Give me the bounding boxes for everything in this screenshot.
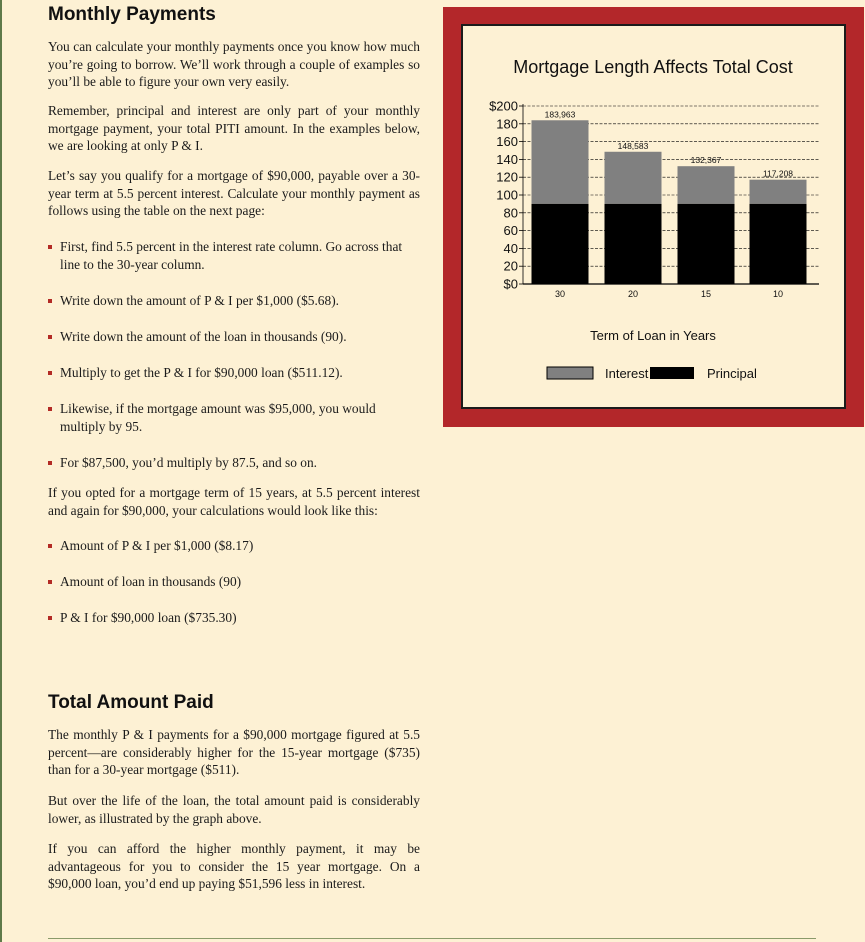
y-tick-label: 80 xyxy=(503,205,518,221)
y-tick-label: $200 xyxy=(489,98,518,114)
section-heading-monthly-payments: Monthly Payments xyxy=(48,4,216,25)
bottom-rule xyxy=(48,938,816,939)
bar-interest xyxy=(678,166,735,204)
y-tick-label: 160 xyxy=(496,134,518,150)
data-label: 132,367 xyxy=(690,155,722,166)
y-tick-label: 180 xyxy=(496,116,518,132)
y-tick-label: 40 xyxy=(503,240,518,256)
y-tick-label: 60 xyxy=(503,223,518,239)
stacked-bar-chart xyxy=(463,26,844,407)
chart-panel xyxy=(461,24,846,409)
list-item: Write down the amount of P & I per $1,000 ($5.68). xyxy=(48,292,420,310)
y-tick-label: 120 xyxy=(496,169,518,185)
legend-label-principal: Principal xyxy=(707,366,757,381)
bar-interest xyxy=(605,152,662,204)
paragraph: You can calculate your monthly payments once you know how much you’re going to borrow. We’ll work through a couple of examples so you’ll be able to figure your own very easily. xyxy=(48,39,420,89)
section-heading-total-amount-paid: Total Amount Paid xyxy=(48,692,214,713)
bar-principal xyxy=(750,204,807,284)
bar-interest xyxy=(532,120,589,204)
list-item: Write down the amount of the loan in thousands (90). xyxy=(48,328,420,346)
paragraph: But over the life of the loan, the total amount paid is considerably lower, as illustrated by the graph above. xyxy=(48,793,420,826)
list-item: Likewise, if the mortgage amount was $95,000, you would multiply by 95. xyxy=(48,400,420,435)
paragraph: If you can afford the higher monthly payment, it may be advantageous for you to consider the 15 year mortgage. On a $90,000 loan, you’d end up paying $51,596 less in interest. xyxy=(48,841,420,891)
y-tick-label: 20 xyxy=(503,258,518,274)
x-tick-label: 30 xyxy=(554,289,566,299)
bar-principal xyxy=(532,204,589,284)
paragraph: Remember, principal and interest are only part of your monthly mortgage payment, your total PITI amount. In the examples below, we are looking at only P & I. xyxy=(48,103,420,153)
list-item: P & I for $90,000 loan ($735.30) xyxy=(48,609,420,627)
paragraph: If you opted for a mortgage term of 15 years, at 5.5 percent interest and again for $90,000, your calculations would look like this: xyxy=(48,485,420,518)
x-axis-label: Term of Loan in Years xyxy=(590,328,716,343)
chart-title: Mortgage Length Affects Total Cost xyxy=(513,57,793,77)
list-item: Amount of P & I per $1,000 ($8.17) xyxy=(48,537,420,555)
y-tick-label: 140 xyxy=(496,151,518,167)
x-tick-label: 20 xyxy=(627,289,639,299)
legend-label-interest: Interest xyxy=(605,366,649,381)
list-item: Amount of loan in thousands (90) xyxy=(48,573,420,591)
page-edge xyxy=(0,0,2,942)
bar-principal xyxy=(605,204,662,284)
y-tick-label: 100 xyxy=(496,187,518,203)
x-tick-label: 10 xyxy=(772,289,784,299)
chart-frame xyxy=(443,7,864,427)
paragraph: Let’s say you qualify for a mortgage of $90,000, payable over a 30-year term at 5.5 percent interest. Calculate your monthly payment as follows using the table on the next page: xyxy=(48,168,420,218)
list-item: For $87,500, you’d multiply by 87.5, and so on. xyxy=(48,454,420,472)
legend-swatch-principal xyxy=(650,367,694,379)
data-label: 117,208 xyxy=(762,168,794,179)
data-label: 148,583 xyxy=(617,140,649,151)
y-tick-label: $0 xyxy=(503,276,518,292)
legend-swatch-interest xyxy=(547,367,593,379)
list-item: First, find 5.5 percent in the interest rate column. Go across that line to the 30-year column. xyxy=(48,238,420,273)
data-label: 183,963 xyxy=(544,109,576,120)
paragraph: The monthly P & I payments for a $90,000 mortgage figured at 5.5 percent—are considerably higher for the 15-year mortgage ($735) than for a 30-year mortgage ($511). xyxy=(48,727,420,777)
bar-principal xyxy=(678,204,735,284)
bar-interest xyxy=(750,180,807,204)
list-item: Multiply to get the P & I for $90,000 loan ($511.12). xyxy=(48,364,420,382)
x-tick-label: 15 xyxy=(700,289,712,299)
